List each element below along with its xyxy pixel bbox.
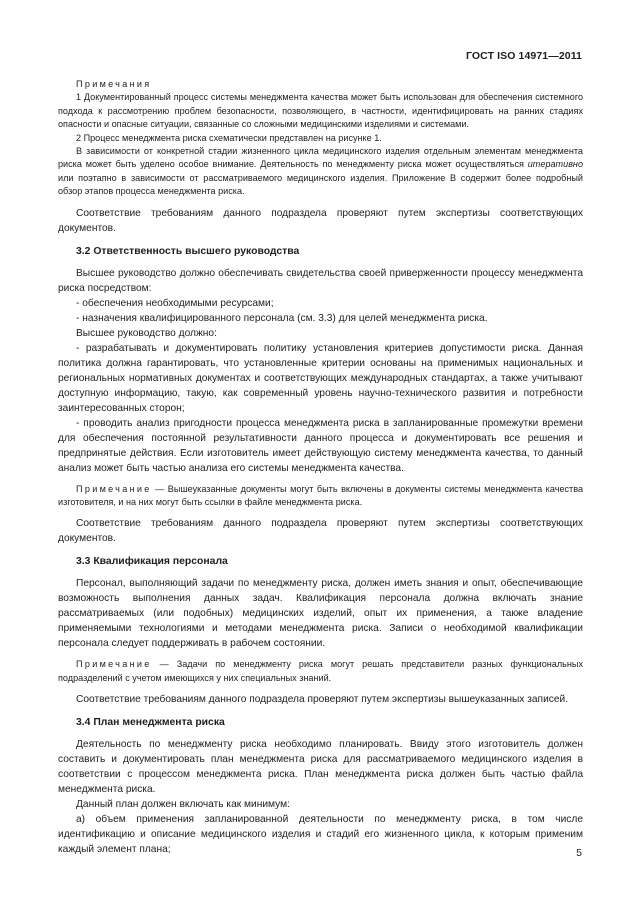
compliance-paragraph: Соответствие требованиям данного подраздела проверяют путем экспертизы соответствующих документов.	[58, 207, 583, 234]
section-heading: 3.4 План менеджмента риска	[76, 717, 225, 729]
list-item: - назначения квалифицированного персонала (см. 3.3) для целей менеджмента риска.	[76, 312, 488, 324]
list-item: - разрабатывать и документировать политику установления критериев допустимости риска. Данная политика должна гарантировать, что установленные критерии основаны на применимых национальных и региональных нормативных документах и соответствующих международных стандартах, а также учитывают доступную информацию, такую, как современный уровень научно-технического развития и потребности заинтересованных сторон;	[58, 342, 583, 414]
section-3-2-body	[58, 266, 583, 476]
note-item-2: 2 Процесс менеджмента риска схематически представлен на рисунке 1.	[76, 132, 382, 143]
section-note: Примечание — Задачи по менеджменту риска могут решать представители разных функциональных подразделений с учетом имеющихся у них специальных знаний.	[58, 659, 583, 683]
paragraph: Деятельность по менеджменту риска необходимо планировать. Ввиду этого изготовитель должен составить и документировать план менеджмента риска для рассматриваемого медицинского изделия в соответствии с процессом менеджмента риска. План менеджмента риска должен быть частью файла менеджмента риска.	[58, 739, 583, 796]
paragraph: Высшее руководство должно обеспечивать свидетельства своей приверженности процессу менеджмента риска посредством:	[58, 267, 583, 294]
document-id: ГОСТ ISO 14971—2011	[465, 50, 582, 62]
list-item: - проводить анализ пригодности процесса менеджмента риска в запланированные промежутки времени для обеспечения постоянной результативности данного процесса и документировать все решения и предпринятые действия. Если изготовитель имеет действующую систему менеджмента качества, то данный анализ может быть частью анализа его системы менеджмента качества.	[58, 417, 583, 474]
section-heading: 3.3 Квалификация персонала	[76, 556, 228, 568]
section-heading: 3.2 Ответственность высшего руководства	[76, 245, 300, 257]
compliance-paragraph: Соответствие требованиям данного подраздела проверяют путем экспертизы вышеуказанных записей.	[76, 694, 569, 706]
page-number: 5	[576, 847, 582, 859]
note-item-1: 1 Документированный процесс системы менеджмента качества может быть использован для обеспечения системного подхода к рассмотрению проблем безопасности, позволяющего, в частности, идентифицировать на ранних стадиях опасности и опасные ситуации, связанные со сложными медицинскими изделиями и системами.	[58, 92, 583, 130]
note-block-1	[58, 78, 583, 199]
list-item: а) объем применения запланированной деятельности по менеджменту риска, в том числе идентификацию и описание медицинского изделия и стадий его жизненного цикла, к которым применим каждый элемент плана;	[58, 814, 583, 856]
paragraph: Высшее руководство должно:	[76, 327, 217, 339]
page-content	[58, 78, 583, 857]
italic-term: итеративно	[527, 159, 583, 170]
paragraph: Данный план должен включать как минимум:	[76, 799, 290, 811]
list-item: - обеспечения необходимыми ресурсами;	[76, 297, 274, 309]
note-item-2-detail: В зависимости от конкретной стадии жизненного цикла медицинского изделия отдельным элементам менеджмента риска может быть уделено особое внимание. Деятельность по менеджменту риска может осуществляться итеративно или поэтапно в зависимости от рассматриваемого медицинского изделия. Приложение B содержит более подробный обзор этапов процесса менеджмента риска.	[58, 146, 583, 197]
section-note: Примечание — Вышеуказанные документы могут быть включены в документы системы менеджмента качества изготовителя, и на них могут быть ссылки в файле менеджмента риска.	[58, 483, 583, 508]
paragraph: Персонал, выполняющий задачи по менеджменту риска, должен иметь знания и опыт, обеспечивающие возможность выполнения данных задач. Квалификация персонала должна включать знание рассматриваемых (или подобных) медицинских изделий, опыт их применения, а также владение применяемыми технологиями и методами менеджмента риска. Записи о необходимой квалификации персонала следует поддерживать в рабочем состоянии.	[58, 578, 583, 650]
compliance-paragraph: Соответствие требованиям данного подраздела проверяют путем экспертизы соответствующих документов.	[58, 518, 583, 545]
note-heading: Примечания	[76, 79, 152, 89]
section-3-4-body	[58, 737, 583, 857]
